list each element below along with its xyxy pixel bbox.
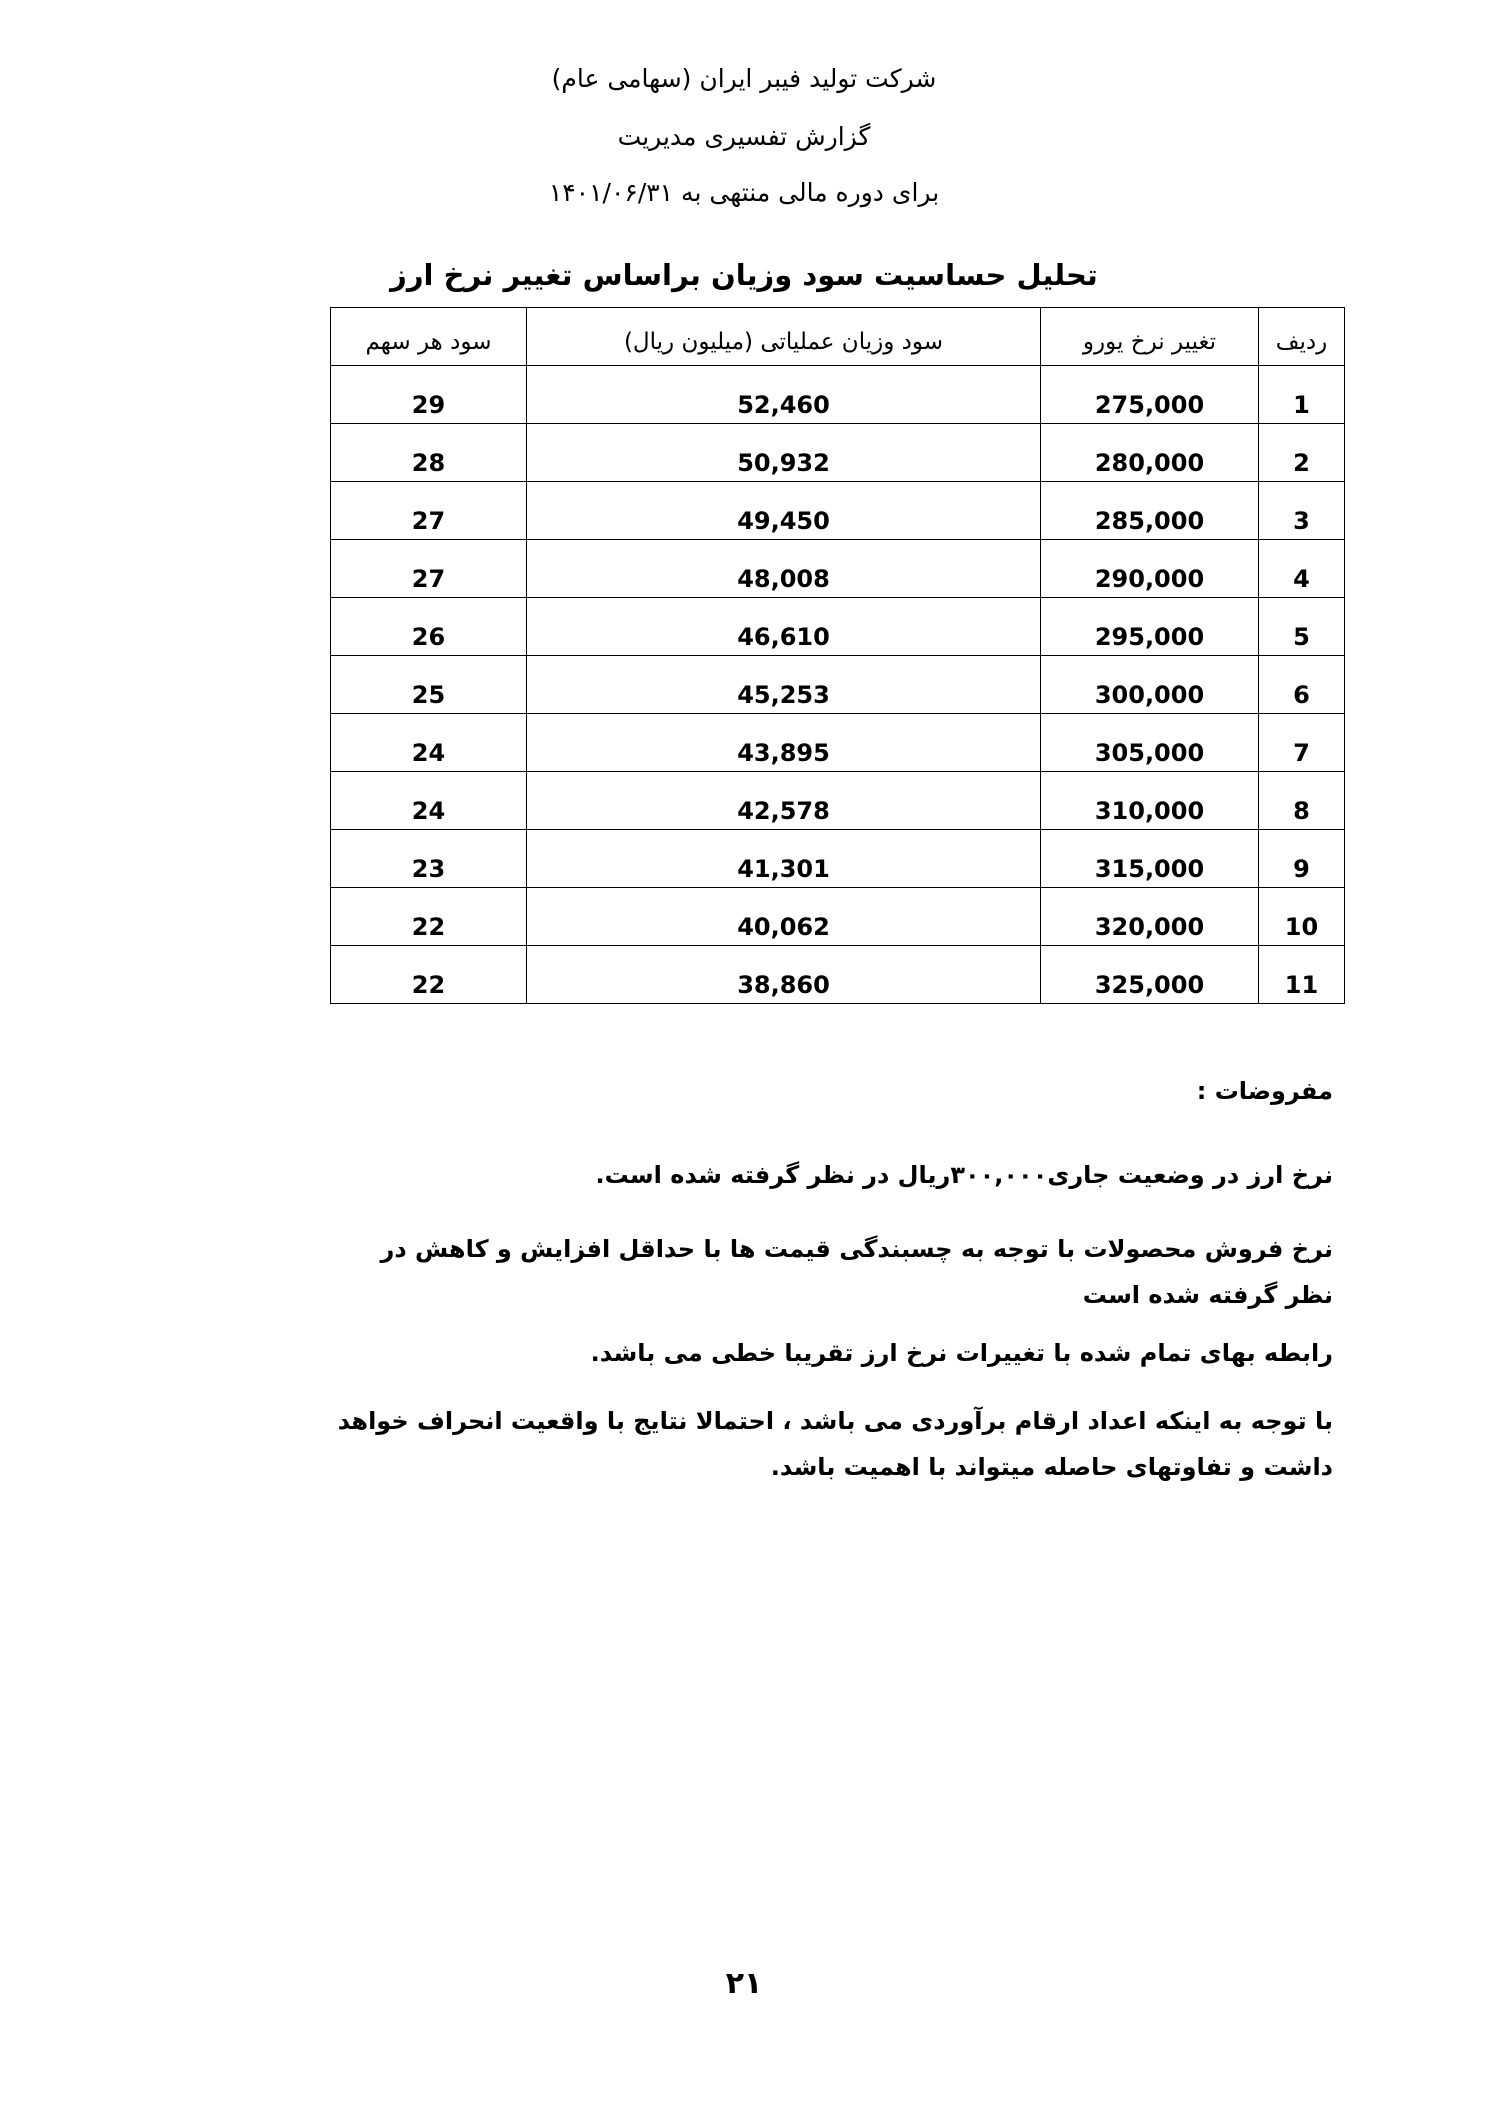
operating-profit-cell: 50,932 xyxy=(527,424,1041,482)
table-row xyxy=(331,482,1345,540)
row-number-cell: 9 xyxy=(1259,830,1345,888)
company-name: شرکت تولید فیبر ایران (سهامی عام) xyxy=(551,64,937,93)
table-row xyxy=(331,598,1345,656)
operating-profit-cell: 49,450 xyxy=(527,482,1041,540)
row-number-cell: 11 xyxy=(1259,946,1345,1004)
eps-cell: 22 xyxy=(331,946,527,1004)
header-eps: سود هر سهم xyxy=(331,308,527,366)
row-number-cell: 7 xyxy=(1259,714,1345,772)
header-euro-rate: تغییر نرخ یورو xyxy=(1041,308,1259,366)
table-row xyxy=(331,772,1345,830)
operating-profit-cell: 46,610 xyxy=(527,598,1041,656)
assumption-item: رابطه بهای تمام شده با تغییرات نرخ ارز تقریبا خطی می باشد. xyxy=(590,1339,1333,1367)
row-number-cell: 6 xyxy=(1259,656,1345,714)
assumptions-heading: مفروضات : xyxy=(1196,1077,1333,1105)
table-body xyxy=(331,366,1345,1004)
operating-profit-cell: 42,578 xyxy=(527,772,1041,830)
row-number-cell: 2 xyxy=(1259,424,1345,482)
euro-rate-cell: 310,000 xyxy=(1041,772,1259,830)
row-number-cell: 1 xyxy=(1259,366,1345,424)
operating-profit-cell: 48,008 xyxy=(527,540,1041,598)
euro-rate-cell: 320,000 xyxy=(1041,888,1259,946)
euro-rate-cell: 315,000 xyxy=(1041,830,1259,888)
table-row xyxy=(331,714,1345,772)
eps-cell: 23 xyxy=(331,830,527,888)
euro-rate-cell: 290,000 xyxy=(1041,540,1259,598)
euro-rate-cell: 285,000 xyxy=(1041,482,1259,540)
operating-profit-cell: 40,062 xyxy=(527,888,1041,946)
header-row-number: ردیف xyxy=(1259,308,1345,366)
euro-rate-cell: 305,000 xyxy=(1041,714,1259,772)
eps-cell: 27 xyxy=(331,540,527,598)
eps-cell: 22 xyxy=(331,888,527,946)
table-header-row xyxy=(331,308,1345,366)
row-number-cell: 10 xyxy=(1259,888,1345,946)
page-number: ۲۱ xyxy=(725,1966,763,2001)
table-row xyxy=(331,424,1345,482)
report-title: گزارش تفسیری مدیریت xyxy=(617,122,871,151)
table-row xyxy=(331,830,1345,888)
header-operating-profit: سود وزیان عملیاتی (میلیون ریال) xyxy=(527,308,1041,366)
table-row xyxy=(331,946,1345,1004)
eps-cell: 27 xyxy=(331,482,527,540)
assumption-item: با توجه به اینکه اعداد ارقام برآوردی می باشد ، احتمالا نتایج با واقعیت انحراف خواهد داشت و تفاوتهای حاصله میتواند با اهمیت باشد. xyxy=(337,1407,1333,1481)
assumption-item: نرخ ارز در وضعیت جاری۳۰۰,۰۰۰ریال در نظر گرفته شده است. xyxy=(595,1161,1333,1189)
table-row xyxy=(331,656,1345,714)
operating-profit-cell: 52,460 xyxy=(527,366,1041,424)
euro-rate-cell: 280,000 xyxy=(1041,424,1259,482)
eps-cell: 24 xyxy=(331,772,527,830)
assumption-item: نرخ فروش محصولات با توجه به چسبندگی قیمت ها با حداقل افزایش و کاهش در نظر گرفته شده است xyxy=(380,1235,1333,1309)
euro-rate-cell: 295,000 xyxy=(1041,598,1259,656)
table-row xyxy=(331,888,1345,946)
euro-rate-cell: 275,000 xyxy=(1041,366,1259,424)
row-number-cell: 4 xyxy=(1259,540,1345,598)
row-number-cell: 8 xyxy=(1259,772,1345,830)
operating-profit-cell: 38,860 xyxy=(527,946,1041,1004)
row-number-cell: 5 xyxy=(1259,598,1345,656)
operating-profit-cell: 45,253 xyxy=(527,656,1041,714)
sensitivity-table xyxy=(330,307,1345,1004)
eps-cell: 29 xyxy=(331,366,527,424)
eps-cell: 25 xyxy=(331,656,527,714)
eps-cell: 26 xyxy=(331,598,527,656)
operating-profit-cell: 43,895 xyxy=(527,714,1041,772)
euro-rate-cell: 300,000 xyxy=(1041,656,1259,714)
table-row xyxy=(331,366,1345,424)
table-title: تحلیل حساسیت سود وزیان براساس تغییر نرخ ارز xyxy=(390,258,1098,292)
table-row xyxy=(331,540,1345,598)
row-number-cell: 3 xyxy=(1259,482,1345,540)
report-period: برای دوره مالی منتهی به ۱۴۰۱/۰۶/۳۱ xyxy=(548,178,940,207)
eps-cell: 28 xyxy=(331,424,527,482)
eps-cell: 24 xyxy=(331,714,527,772)
euro-rate-cell: 325,000 xyxy=(1041,946,1259,1004)
operating-profit-cell: 41,301 xyxy=(527,830,1041,888)
